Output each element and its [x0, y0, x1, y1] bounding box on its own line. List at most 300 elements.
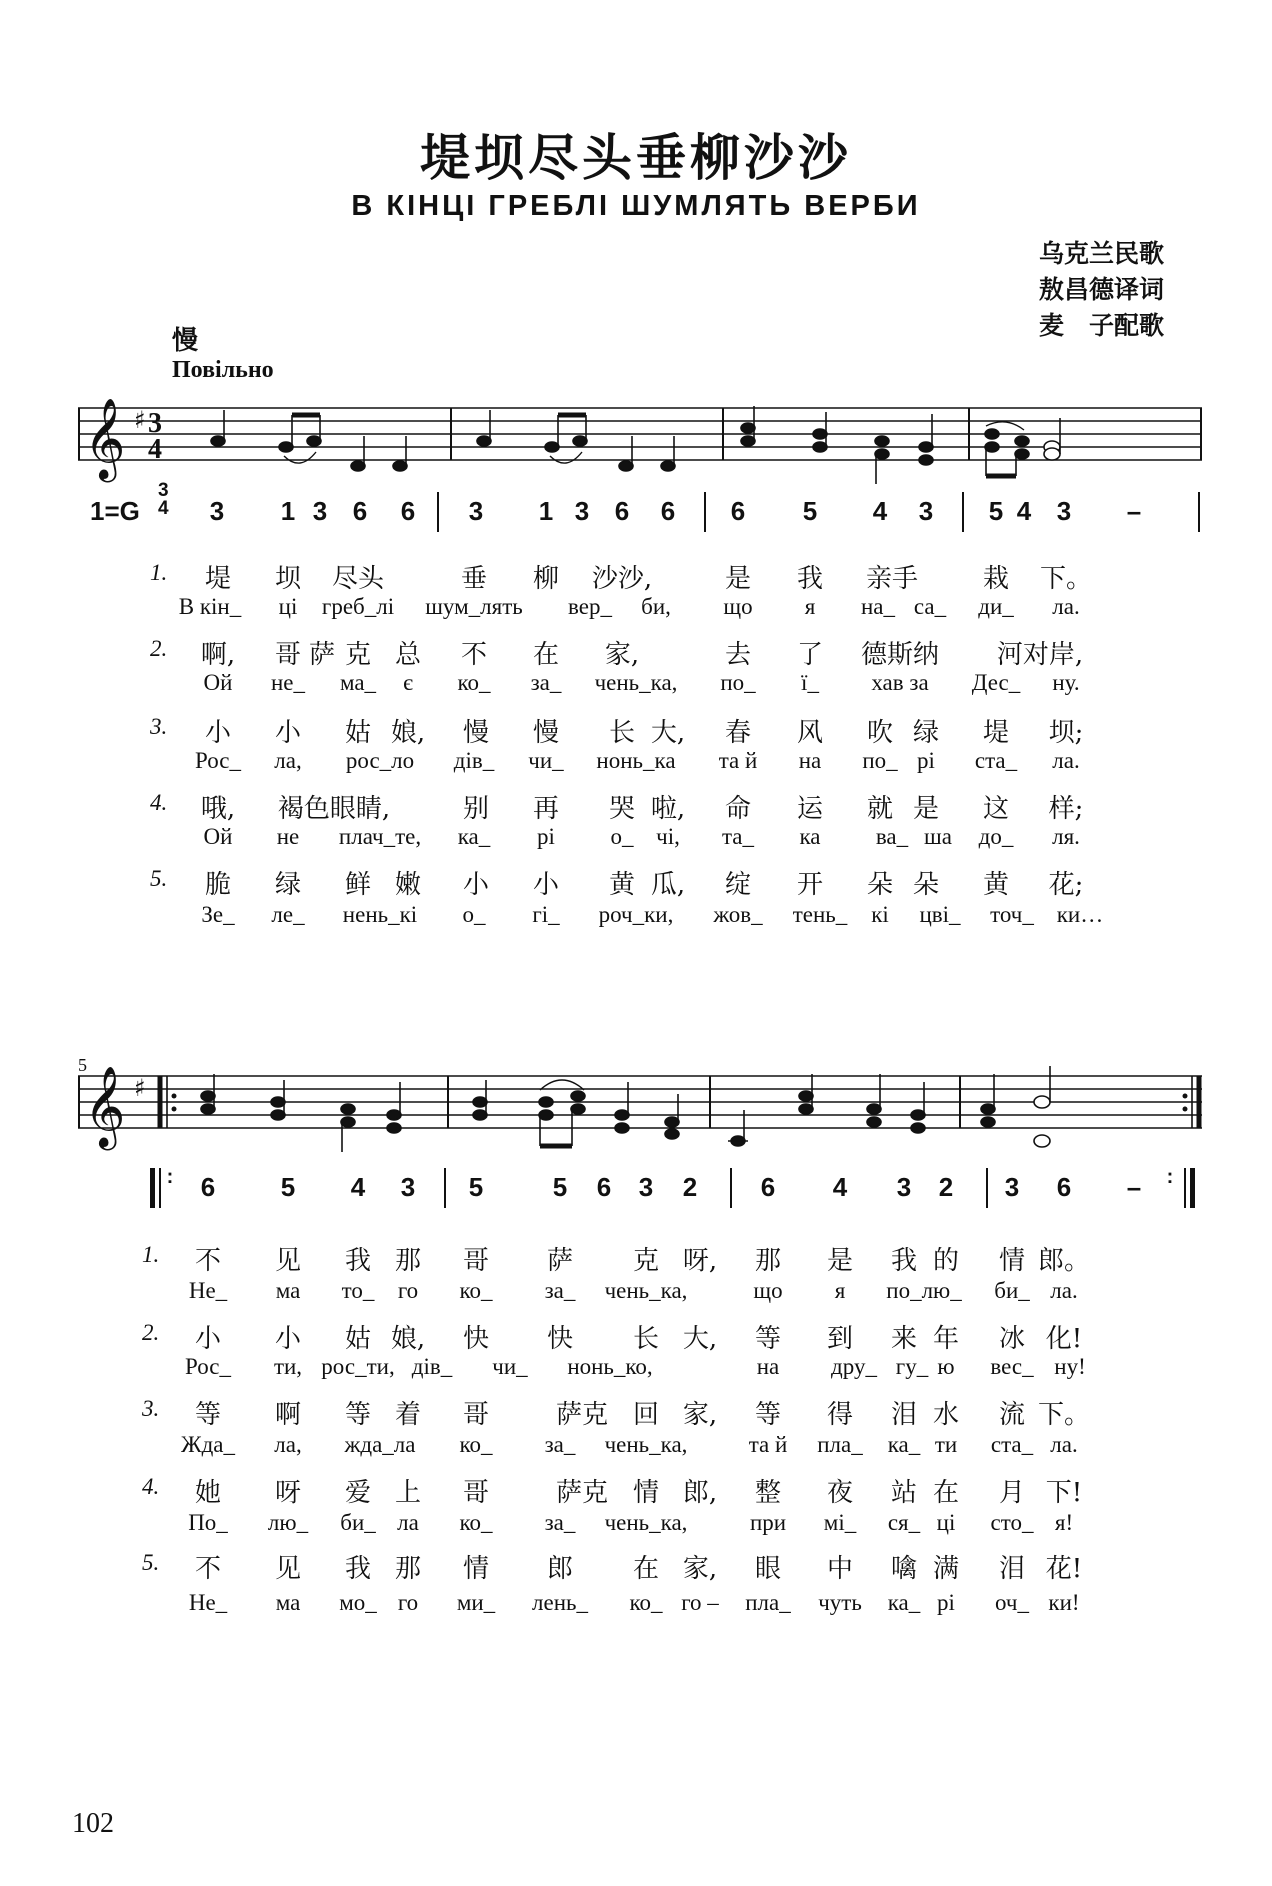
lyric-syllable: 等: [194, 1400, 222, 1430]
lyric-syllable: ста_: [974, 748, 1018, 773]
lyric-syllable: 花;: [1048, 870, 1084, 900]
lyric-syllable: ле_: [271, 902, 305, 927]
lyric-syllable: що: [753, 1278, 783, 1303]
lyric-syllable: 这: [982, 794, 1010, 824]
lyric-syllable: са_: [913, 594, 947, 619]
lyrics-chorus-verse-3-uk: [0, 1430, 1272, 1466]
lyric-syllable: на: [798, 748, 822, 773]
lyric-syllable: мі_: [823, 1510, 857, 1535]
lyric-syllable: за_: [530, 670, 562, 695]
lyrics-verse-1-uk: [0, 592, 1272, 628]
credit-arranger: 麦 子配歌: [1038, 311, 1164, 340]
lyric-syllable: 哥: [274, 640, 302, 670]
lyric-syllable: на_: [860, 594, 896, 619]
lyric-syllable: 噙: [890, 1554, 918, 1584]
lyric-syllable: Ой: [203, 824, 233, 849]
lyric-syllable: 了: [796, 640, 824, 670]
lyric-syllable: дру_: [831, 1354, 877, 1379]
lyric-syllable: по_: [862, 748, 898, 773]
measure-number: 5: [78, 1055, 87, 1075]
lyric-syllable: гу_: [895, 1354, 929, 1379]
lyric-syllable: ці: [278, 594, 298, 619]
lyric-syllable: 风: [796, 718, 824, 748]
lyric-syllable: та й: [718, 748, 758, 773]
treble-clef-icon: [84, 1066, 125, 1150]
verse-number: 3.: [142, 1396, 160, 1421]
lyrics-chorus-verse-4-cn: [0, 1470, 1272, 1506]
lyric-syllable: чень_ка,: [604, 1432, 688, 1457]
lyric-syllable: 命: [724, 794, 752, 824]
verse-number: 1.: [142, 1242, 160, 1267]
lyric-syllable: 啦,: [650, 794, 686, 824]
lyric-syllable: ю: [937, 1354, 955, 1379]
lyric-syllable: за_: [544, 1510, 576, 1535]
jianpu-note: 6: [200, 1172, 216, 1202]
lyric-syllable: 鲜: [344, 870, 372, 900]
lyric-syllable: 是: [826, 1246, 854, 1276]
lyric-syllable: на: [756, 1354, 780, 1379]
lyric-syllable: 着: [394, 1400, 422, 1430]
jianpu-note: 6: [1056, 1172, 1072, 1202]
lyric-syllable: 朵: [912, 870, 940, 900]
verse-number: 4.: [142, 1474, 160, 1499]
lyric-syllable: ла,: [274, 748, 302, 773]
lyric-syllable: о_: [462, 902, 486, 927]
lyric-syllable: чень_ка,: [604, 1278, 688, 1303]
lyric-syllable: 德斯纳: [860, 640, 940, 670]
verse-number: 2.: [142, 1320, 160, 1345]
lyric-syllable: 那: [394, 1554, 422, 1584]
lyric-syllable: Ой: [203, 670, 233, 695]
lyric-syllable: я!: [1054, 1510, 1074, 1535]
lyric-syllable: 堤: [204, 564, 232, 594]
svg-text:4: 4: [148, 434, 162, 465]
lyric-syllable: при: [749, 1510, 787, 1535]
lyric-syllable: є: [403, 670, 413, 695]
lyric-syllable: 中: [826, 1554, 854, 1584]
lyric-syllable: 姑: [344, 718, 372, 748]
lyric-syllable: 冰: [998, 1324, 1026, 1354]
lyric-syllable: не: [276, 824, 300, 849]
verse-number: 3.: [150, 714, 168, 739]
lyric-syllable: ста_: [990, 1432, 1034, 1457]
lyric-syllable: ла.: [1050, 1278, 1078, 1303]
lyric-syllable: 家,: [682, 1554, 718, 1584]
lyric-syllable: 花!: [1045, 1554, 1083, 1584]
svg-text:𝄞: 𝄞: [84, 1066, 126, 1147]
lyric-syllable: рос_ло: [345, 748, 415, 773]
lyric-syllable: 情: [632, 1478, 660, 1508]
jianpu-note: 6: [730, 496, 746, 526]
lyric-syllable: що: [723, 594, 753, 619]
lyrics-verse-2-uk: [0, 668, 1272, 704]
jianpu-note: 3: [312, 496, 328, 526]
lyric-syllable: 哥: [462, 1400, 490, 1430]
lyric-syllable: 小: [274, 718, 302, 748]
lyric-syllable: 样;: [1048, 794, 1084, 824]
lyric-syllable: ка_: [887, 1432, 921, 1457]
jianpu-time-signature: 3 4: [158, 480, 169, 519]
lyric-syllable: Рос_: [185, 1354, 231, 1379]
lyric-syllable: чень_ка,: [594, 670, 678, 695]
jianpu-note: 4: [350, 1172, 366, 1202]
lyric-syllable: 小: [462, 870, 490, 900]
jianpu-note: 5: [802, 496, 818, 526]
jianpu-note: 3: [918, 496, 934, 526]
lyric-syllable: по_: [720, 670, 756, 695]
lyric-syllable: рі: [937, 1590, 955, 1615]
lyric-syllable: 年: [932, 1324, 960, 1354]
lyric-syllable: ма: [275, 1590, 301, 1615]
lyric-syllable: 眼: [754, 1554, 782, 1584]
jianpu-note: 4: [832, 1172, 848, 1202]
lyric-syllable: 娘,: [390, 718, 426, 748]
lyrics-verse-2-cn: [0, 632, 1272, 668]
lyric-syllable: 绿: [274, 870, 302, 900]
lyric-syllable: 情: [462, 1554, 490, 1584]
lyric-syllable: 快: [462, 1324, 490, 1354]
lyric-syllable: ми_: [456, 1590, 496, 1615]
lyric-syllable: 河对岸,: [996, 640, 1084, 670]
lyric-syllable: ма: [275, 1278, 301, 1303]
lyric-syllable: 下。: [1039, 564, 1093, 594]
lyric-syllable: ша: [924, 824, 952, 849]
lyric-syllable: 长: [608, 718, 636, 748]
lyric-syllable: чі,: [656, 824, 680, 849]
lyric-syllable: 郎: [546, 1554, 574, 1584]
lyrics-verse-4-uk: [0, 822, 1272, 858]
jianpu-note: 1: [280, 496, 296, 526]
lyric-syllable: 绽: [724, 870, 752, 900]
lyric-syllable: цві_: [919, 902, 961, 927]
jianpu-note: 1: [538, 496, 554, 526]
lyrics-verse-4-cn: [0, 786, 1272, 822]
lyric-syllable: 我: [344, 1246, 372, 1276]
lyric-syllable: жда_ла: [344, 1432, 416, 1457]
jianpu-note: 3: [1004, 1172, 1020, 1202]
jianpu-line-1: [0, 480, 1272, 532]
jianpu-note: 5: [468, 1172, 484, 1202]
lyric-syllable: 柳: [532, 564, 560, 594]
lyric-syllable: би_: [340, 1510, 376, 1535]
lyric-syllable: 小: [532, 870, 560, 900]
lyric-syllable: 堤: [982, 718, 1010, 748]
jianpu-note: 4: [1016, 496, 1032, 526]
lyric-syllable: 萨克: [555, 1400, 609, 1430]
lyric-syllable: го –: [681, 1590, 719, 1615]
lyric-syllable: 是: [724, 564, 752, 594]
lyric-syllable: гі_: [532, 902, 560, 927]
lyric-syllable: ко_: [457, 670, 491, 695]
lyric-syllable: 黄: [608, 870, 636, 900]
lyric-syllable: нонь_ка: [596, 748, 676, 773]
lyric-syllable: 小: [194, 1324, 222, 1354]
jianpu-note: 5: [280, 1172, 296, 1202]
lyric-syllable: ма_: [339, 670, 377, 695]
lyric-syllable: 我: [344, 1554, 372, 1584]
lyric-syllable: 哦,: [200, 794, 236, 824]
lyric-syllable: 尽头: [331, 564, 385, 594]
lyric-syllable: 家,: [682, 1400, 718, 1430]
lyric-syllable: 那: [754, 1246, 782, 1276]
lyric-syllable: 等: [754, 1400, 782, 1430]
lyric-syllable: точ_: [990, 902, 1034, 927]
lyric-syllable: 坝;: [1048, 718, 1084, 748]
lyric-syllable: 小: [204, 718, 232, 748]
lyric-syllable: В кін_: [178, 594, 242, 619]
jianpu-note: 6: [596, 1172, 612, 1202]
repeat-end-thin-bar: [1184, 1168, 1186, 1208]
lyric-syllable: 来: [890, 1324, 918, 1354]
lyric-syllable: 吹: [866, 718, 894, 748]
song-title: 堤坝尽头垂柳沙沙: [420, 128, 852, 187]
lyric-syllable: чуть: [818, 1590, 862, 1615]
bar-line: [1198, 492, 1200, 532]
notes-measures-5-8: [201, 1066, 1050, 1152]
lyric-syllable: 泪: [998, 1554, 1026, 1584]
lyric-syllable: о_: [610, 824, 634, 849]
lyrics-chorus-verse-2-cn: [0, 1316, 1272, 1352]
lyric-syllable: 等: [754, 1324, 782, 1354]
lyric-syllable: я: [804, 594, 816, 619]
bar-line: [730, 1168, 732, 1208]
lyric-syllable: 哥: [462, 1478, 490, 1508]
bar-line: [704, 492, 706, 532]
page-number: 102: [72, 1808, 114, 1839]
lyric-syllable: 脆: [204, 870, 232, 900]
lyrics-chorus-verse-4-uk: [0, 1508, 1272, 1544]
lyric-syllable: та_: [721, 824, 755, 849]
lyric-syllable: не_: [270, 670, 306, 695]
lyric-syllable: 娘,: [390, 1324, 426, 1354]
lyric-syllable: 我: [890, 1246, 918, 1276]
jianpu-note: 3: [574, 496, 590, 526]
lyric-syllable: чи_: [528, 748, 564, 773]
lyric-syllable: 哭: [608, 794, 636, 824]
lyric-syllable: та й: [748, 1432, 788, 1457]
lyric-syllable: 不: [460, 640, 488, 670]
lyrics-chorus-verse-1-cn: [0, 1238, 1272, 1274]
lyric-syllable: 在: [932, 1478, 960, 1508]
bar-line: [986, 1168, 988, 1208]
lyric-syllable: 克: [344, 640, 372, 670]
lyric-syllable: 的: [932, 1246, 960, 1276]
lyric-syllable: Не_: [188, 1590, 228, 1615]
lyrics-chorus-verse-2-uk: [0, 1352, 1272, 1388]
verse-number: 1.: [150, 560, 168, 585]
lyric-syllable: 家,: [604, 640, 640, 670]
lyric-syllable: ко_: [459, 1510, 493, 1535]
lyric-syllable: 慢: [532, 718, 560, 748]
lyrics-chorus-verse-5-uk: [0, 1588, 1272, 1624]
jianpu-key: 1=G: [90, 496, 140, 526]
jianpu-note: 3: [896, 1172, 912, 1202]
lyric-syllable: чи_: [492, 1354, 528, 1379]
lyric-syllable: 下。: [1037, 1400, 1091, 1430]
lyric-syllable: за_: [544, 1432, 576, 1457]
lyric-syllable: жов_: [713, 902, 763, 927]
lyric-syllable: мо_: [339, 1590, 377, 1615]
lyric-syllable: ко_: [459, 1432, 493, 1457]
lyrics-chorus-verse-5-cn: [0, 1546, 1272, 1582]
jianpu-note: 3: [209, 496, 225, 526]
bar-line: [437, 492, 439, 532]
lyric-syllable: По_: [188, 1510, 228, 1535]
jianpu-note: 4: [872, 496, 888, 526]
lyric-syllable: ла.: [1052, 748, 1080, 773]
lyric-syllable: 呀: [274, 1478, 302, 1508]
lyric-syllable: Дес_: [971, 670, 1021, 695]
lyric-syllable: чень_ка,: [604, 1510, 688, 1535]
repeat-end-bar: [1190, 1168, 1195, 1208]
lyrics-verse-5-uk: [0, 900, 1272, 936]
lyric-syllable: рі: [917, 748, 935, 773]
repeat-dots: :: [1166, 1166, 1174, 1188]
lyric-syllable: Рос_: [195, 748, 241, 773]
time-signature-3-4: [148, 408, 162, 465]
lyric-syllable: 就: [866, 794, 894, 824]
lyric-syllable: оч_: [995, 1590, 1029, 1615]
tempo-marking-chinese: 慢: [172, 326, 199, 356]
lyric-syllable: би_: [994, 1278, 1030, 1303]
lyric-syllable: шум_лять: [425, 594, 523, 619]
lyric-syllable: 绿: [912, 718, 940, 748]
lyric-syllable: 呀,: [682, 1246, 718, 1276]
jianpu-note: 3: [400, 1172, 416, 1202]
jianpu-note: 2: [682, 1172, 698, 1202]
lyric-syllable: 嫩: [394, 870, 422, 900]
lyric-syllable: 化!: [1045, 1324, 1083, 1354]
lyric-syllable: ва_: [875, 824, 909, 849]
lyric-syllable: ці: [936, 1510, 956, 1535]
jianpu-note: 6: [352, 496, 368, 526]
jianpu-note: 2: [938, 1172, 954, 1202]
song-credits: [1039, 236, 1164, 344]
lyric-syllable: 流: [998, 1400, 1026, 1430]
lyrics-verse-3-cn: [0, 710, 1272, 746]
lyric-syllable: 栽: [982, 564, 1010, 594]
verse-number: 5.: [150, 866, 168, 891]
lyric-syllable: вес_: [990, 1354, 1034, 1379]
lyric-syllable: 水: [932, 1400, 960, 1430]
lyric-syllable: 在: [532, 640, 560, 670]
repeat-dots: :: [166, 1166, 174, 1188]
lyric-syllable: 我: [796, 564, 824, 594]
staff-system-2: [78, 1066, 1202, 1176]
lyric-syllable: 哥: [462, 1246, 490, 1276]
lyric-syllable: ка_: [887, 1590, 921, 1615]
lyric-syllable: ла: [397, 1510, 419, 1535]
lyric-syllable: 运: [796, 794, 824, 824]
verse-number: 2.: [150, 636, 168, 661]
lyric-syllable: хав за: [871, 670, 929, 695]
credit-translator: 敖昌德译词: [1038, 275, 1164, 304]
lyric-syllable: нень_кі: [342, 902, 418, 927]
lyric-syllable: 得: [826, 1400, 854, 1430]
lyric-syllable: я: [834, 1278, 846, 1303]
lyric-syllable: 在: [632, 1554, 660, 1584]
jianpu-note: 6: [614, 496, 630, 526]
lyric-syllable: ко_: [629, 1590, 663, 1615]
jianpu-note: 5: [552, 1172, 568, 1202]
lyric-syllable: ко_: [459, 1278, 493, 1303]
lyric-syllable: ки…: [1056, 902, 1104, 927]
lyric-syllable: лю_: [267, 1510, 309, 1535]
lyric-syllable: 郎,: [682, 1478, 718, 1508]
key-sharp-icon: ♯: [134, 406, 146, 434]
lyric-syllable: ки!: [1048, 1590, 1080, 1615]
lyric-syllable: ди_: [978, 594, 1014, 619]
key-sharp-icon: ♯: [134, 1074, 146, 1102]
lyric-syllable: лень_: [532, 1590, 588, 1615]
svg-text:𝄞: 𝄞: [84, 398, 126, 479]
lyric-syllable: плач_те,: [338, 824, 422, 849]
lyric-syllable: нонь_ко,: [567, 1354, 653, 1379]
lyric-syllable: кі: [871, 902, 889, 927]
jianpu-note: 5: [988, 496, 1004, 526]
lyric-syllable: 萨: [308, 640, 336, 670]
jianpu-dash: –: [1126, 496, 1142, 526]
lyric-syllable: би,: [641, 594, 671, 619]
lyric-syllable: ла.: [1050, 1432, 1078, 1457]
lyric-syllable: 满: [932, 1554, 960, 1584]
lyric-syllable: 爱: [344, 1478, 372, 1508]
lyric-syllable: тень_: [792, 902, 848, 927]
lyric-syllable: ка: [799, 824, 821, 849]
lyric-syllable: 啊: [274, 1400, 302, 1430]
lyric-syllable: рі: [537, 824, 555, 849]
lyric-syllable: 啊,: [200, 640, 236, 670]
lyric-syllable: 上: [394, 1478, 422, 1508]
lyric-syllable: 下!: [1045, 1478, 1083, 1508]
lyric-syllable: 开: [796, 870, 824, 900]
lyric-syllable: 月: [998, 1478, 1026, 1508]
lyric-syllable: греб_лі: [321, 594, 395, 619]
jianpu-note: 3: [1056, 496, 1072, 526]
lyric-syllable: ля.: [1052, 824, 1080, 849]
lyric-syllable: 长: [632, 1324, 660, 1354]
lyric-syllable: 去: [724, 640, 752, 670]
lyric-syllable: 泪: [890, 1400, 918, 1430]
lyric-syllable: 克: [632, 1246, 660, 1276]
lyric-syllable: 总: [394, 640, 422, 670]
lyrics-verse-3-uk: [0, 746, 1272, 782]
lyric-syllable: ся_: [887, 1510, 921, 1535]
lyric-syllable: сто_: [990, 1510, 1034, 1535]
lyric-syllable: вер_: [568, 594, 612, 619]
lyric-syllable: 情: [998, 1246, 1026, 1276]
lyric-syllable: пла_: [745, 1590, 791, 1615]
lyric-syllable: го: [397, 1590, 419, 1615]
jianpu-note: 6: [400, 496, 416, 526]
lyric-syllable: 郎。: [1037, 1246, 1091, 1276]
lyric-syllable: 黄: [982, 870, 1010, 900]
lyrics-chorus-verse-1-uk: [0, 1276, 1272, 1312]
lyric-syllable: 别: [462, 794, 490, 824]
lyric-syllable: го: [397, 1278, 419, 1303]
lyric-syllable: до_: [978, 824, 1014, 849]
lyric-syllable: 姑: [344, 1324, 372, 1354]
lyric-syllable: 大,: [650, 718, 686, 748]
lyrics-verse-5-cn: [0, 862, 1272, 898]
repeat-start-bar: [150, 1168, 155, 1208]
lyric-syllable: ла.: [1052, 594, 1080, 619]
lyric-syllable: 慢: [462, 718, 490, 748]
tempo-marking-ukrainian: Повільно: [172, 357, 274, 383]
treble-clef-icon: [84, 398, 125, 482]
lyric-syllable: 小: [274, 1324, 302, 1354]
lyric-syllable: дів_: [411, 1354, 453, 1379]
